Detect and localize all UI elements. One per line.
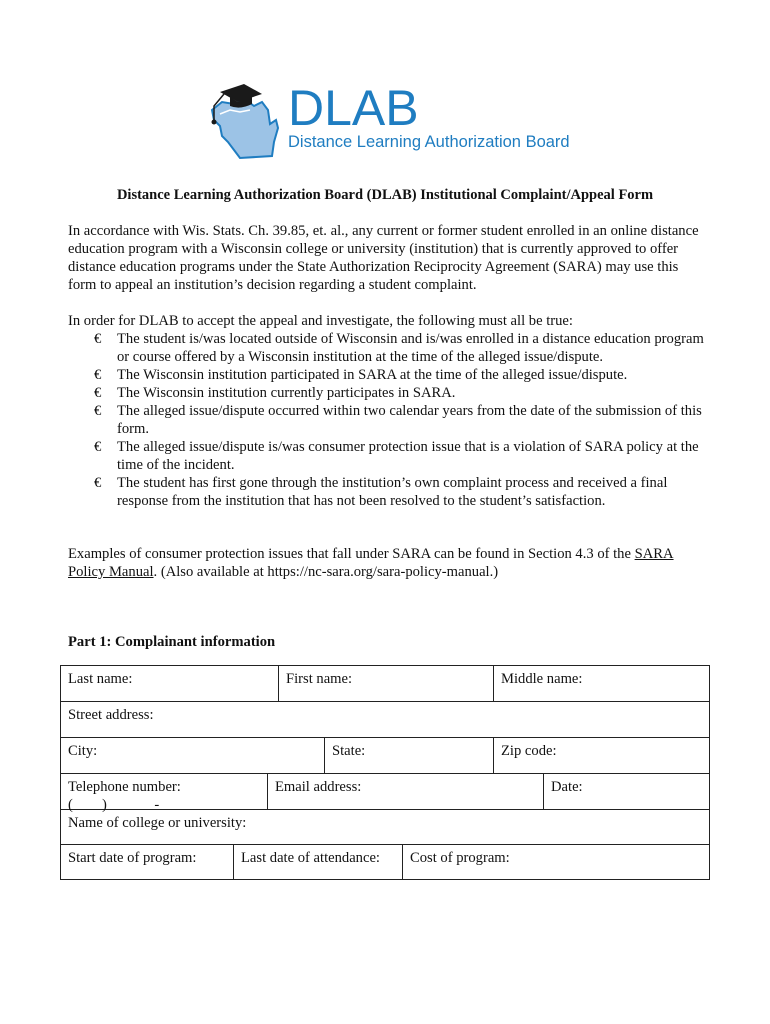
sara-policy-manual-link[interactable]: SARA Policy Manual [68,546,674,580]
form-row-location [60,738,710,774]
city-field[interactable]: City: [68,743,98,759]
date-field[interactable]: Date: [543,774,711,809]
complainant-form-table [60,665,710,880]
logo-subtitle: Distance Learning Authorization Board [288,133,570,151]
bullet-icon: € [94,385,102,401]
last-date-attendance-field[interactable]: Last date of attendance: [233,845,402,879]
bullet-icon: € [94,439,102,455]
condition-item: € The Wisconsin institution participated in SARA at the time of the alleged issue/dispute. [94,367,628,383]
condition-item: € The Wisconsin institution currently participates in SARA. [94,385,456,401]
wisconsin-map-graduation-cap-icon [200,80,290,160]
middle-name-field[interactable]: Middle name: [493,666,711,701]
condition-item: € The alleged issue/dispute is/was consumer protection issue that is a violation of SARA policy at the time of the incident. [94,439,699,473]
email-field[interactable]: Email address: [267,774,543,809]
condition-item: € The student has first gone through the institution’s own complaint process and received a final response from the institution that has not been resolved to the student’s satisfaction. [94,475,668,509]
form-row-program [60,845,710,880]
conditions-intro: In order for DLAB to accept the appeal and investigate, the following must all be true: [68,313,573,329]
condition-item: € The alleged issue/dispute occurred within two calendar years from the date of the submission of this form. [94,403,702,437]
form-row-college [60,810,710,845]
start-date-field[interactable]: Start date of program: [68,850,197,866]
form-row-contact [60,774,710,813]
examples-paragraph: Examples of consumer protection issues that fall under SARA can be found in Section 4.3 of the SARA Policy Manual. (Also available at https://nc-sara.org/sara-policy-manual.) [68,546,674,580]
logo-wordmark: DLAB [288,80,419,136]
form-row-name [60,665,710,702]
intro-paragraph: In accordance with Wis. Stats. Ch. 39.85, et. al., any current or former student enrolled in an online distance education program with a Wisconsin college or university (institution) that is currently approved to offer distance education programs under the State Authorization Reciprocity Agreement (SARA) may use this form to appeal an institution’s decision regarding a student complaint. [68,223,699,293]
form-row-street [60,702,710,738]
college-name-field[interactable]: Name of college or university: [68,815,247,831]
bullet-icon: € [94,403,102,419]
first-name-field[interactable]: First name: [278,666,495,701]
state-field[interactable]: State: [324,738,495,773]
conditions-list [68,330,708,510]
bullet-icon: € [94,367,102,383]
form-title: Distance Learning Authorization Board (DLAB) Institutional Complaint/Appeal Form [116,187,654,203]
condition-item: € The student is/was located outside of Wisconsin and is/was enrolled in a distance education program or course offered by a Wisconsin institution at the time of the alleged issue/dispute. [94,331,704,365]
dlab-logo [200,80,570,170]
cost-of-program-field[interactable]: Cost of program: [402,845,711,879]
bullet-icon: € [94,331,102,347]
zip-code-field[interactable]: Zip code: [493,738,711,773]
street-address-field[interactable]: Street address: [68,707,154,723]
telephone-field[interactable]: Telephone number: ( ) - [68,779,181,813]
bullet-icon: € [94,475,102,491]
part1-heading: Part 1: Complainant information [68,634,276,650]
last-name-field[interactable]: Last name: [68,671,133,687]
